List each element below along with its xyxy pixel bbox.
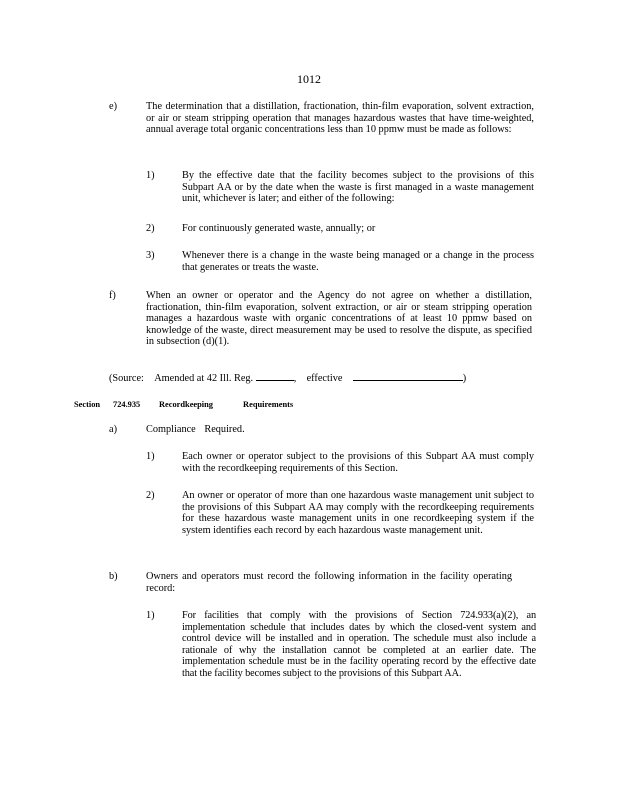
subsection-f-text: When an owner or operator and the Agency do not agree on whether a distillation, fractionation, thin-film evaporation, solvent extraction, or air or steam stripping operation manages a hazardous waste with organic concentrations of at least 10 ppmw based on knowledge of the waste, direct measurement may be used to resolve the dispute, as specified in subsection (d)(1). (146, 290, 532, 347)
source-note (109, 371, 466, 385)
section-title: Recordkeeping Requirements (159, 400, 294, 409)
item-e3-label: 3) (146, 250, 155, 261)
register-blank (256, 371, 294, 381)
item-b1-label: 1) (146, 610, 155, 621)
source-close: ) (462, 373, 467, 384)
subsection-a-title: Compliance Required. (146, 424, 245, 435)
source-amended: Amended at 42 Ill. Reg. (154, 373, 254, 384)
subsection-f-label: f) (109, 290, 116, 301)
section-word: Section (74, 400, 101, 409)
page-number: 1012 (297, 72, 321, 86)
source-comma: , (293, 373, 297, 384)
subsection-a-label: a) (109, 424, 117, 435)
subsection-e-text: The determination that a distillation, fractionation, thin-film evaporation, solvent extraction, or air or steam stripping operation that manages hazardous wastes that have time-weighted, annual average total organic concentrations less than 10 ppmw must be made as follows: (146, 101, 534, 135)
subsection-e-label: e) (109, 101, 117, 112)
effective-date-blank (353, 371, 463, 381)
item-a2-label: 2) (146, 490, 155, 501)
subsection-b-label: b) (109, 571, 118, 582)
item-e3-text: Whenever there is a change in the waste being managed or a change in the process that generates or treats the waste. (182, 250, 534, 273)
item-a1-label: 1) (146, 451, 155, 462)
item-e2-label: 2) (146, 223, 155, 234)
item-e2-text: For continuously generated waste, annually; or (182, 223, 376, 234)
source-prefix: (Source: (109, 373, 144, 384)
item-a1-text: Each owner or operator subject to the provisions of this Subpart AA must comply with the recordkeeping requirements of this Section. (182, 451, 534, 474)
item-b1-text: For facilities that comply with the provisions of Section 724.933(a)(2), an implementation schedule that includes dates by which the closed-vent system and control device will be installed and in operation. The schedule must also include a rationale of why the installation cannot be completed at an earlier date. The implementation schedule must be in the facility operating record by the effective date that the facility becomes subject to the provisions of this Subpart AA. (182, 610, 536, 679)
section-number: 724.935 (113, 400, 141, 409)
item-e1-label: 1) (146, 170, 155, 181)
subsection-b-text: Owners and operators must record the following information in the facility operating record: (146, 571, 512, 594)
item-a2-text: An owner or operator of more than one hazardous waste management unit subject to the provisions of this Subpart AA may comply with the recordkeeping requirements for these hazardous waste management units in one recordkeeping system if the system identifies each record by each hazardous waste management unit. (182, 490, 534, 536)
item-e1-text: By the effective date that the facility becomes subject to the provisions of this Subpart AA or by the date when the waste is first managed in a waste management unit, whichever is later; and either of the following: (182, 170, 534, 204)
source-effective: effective (306, 373, 343, 384)
